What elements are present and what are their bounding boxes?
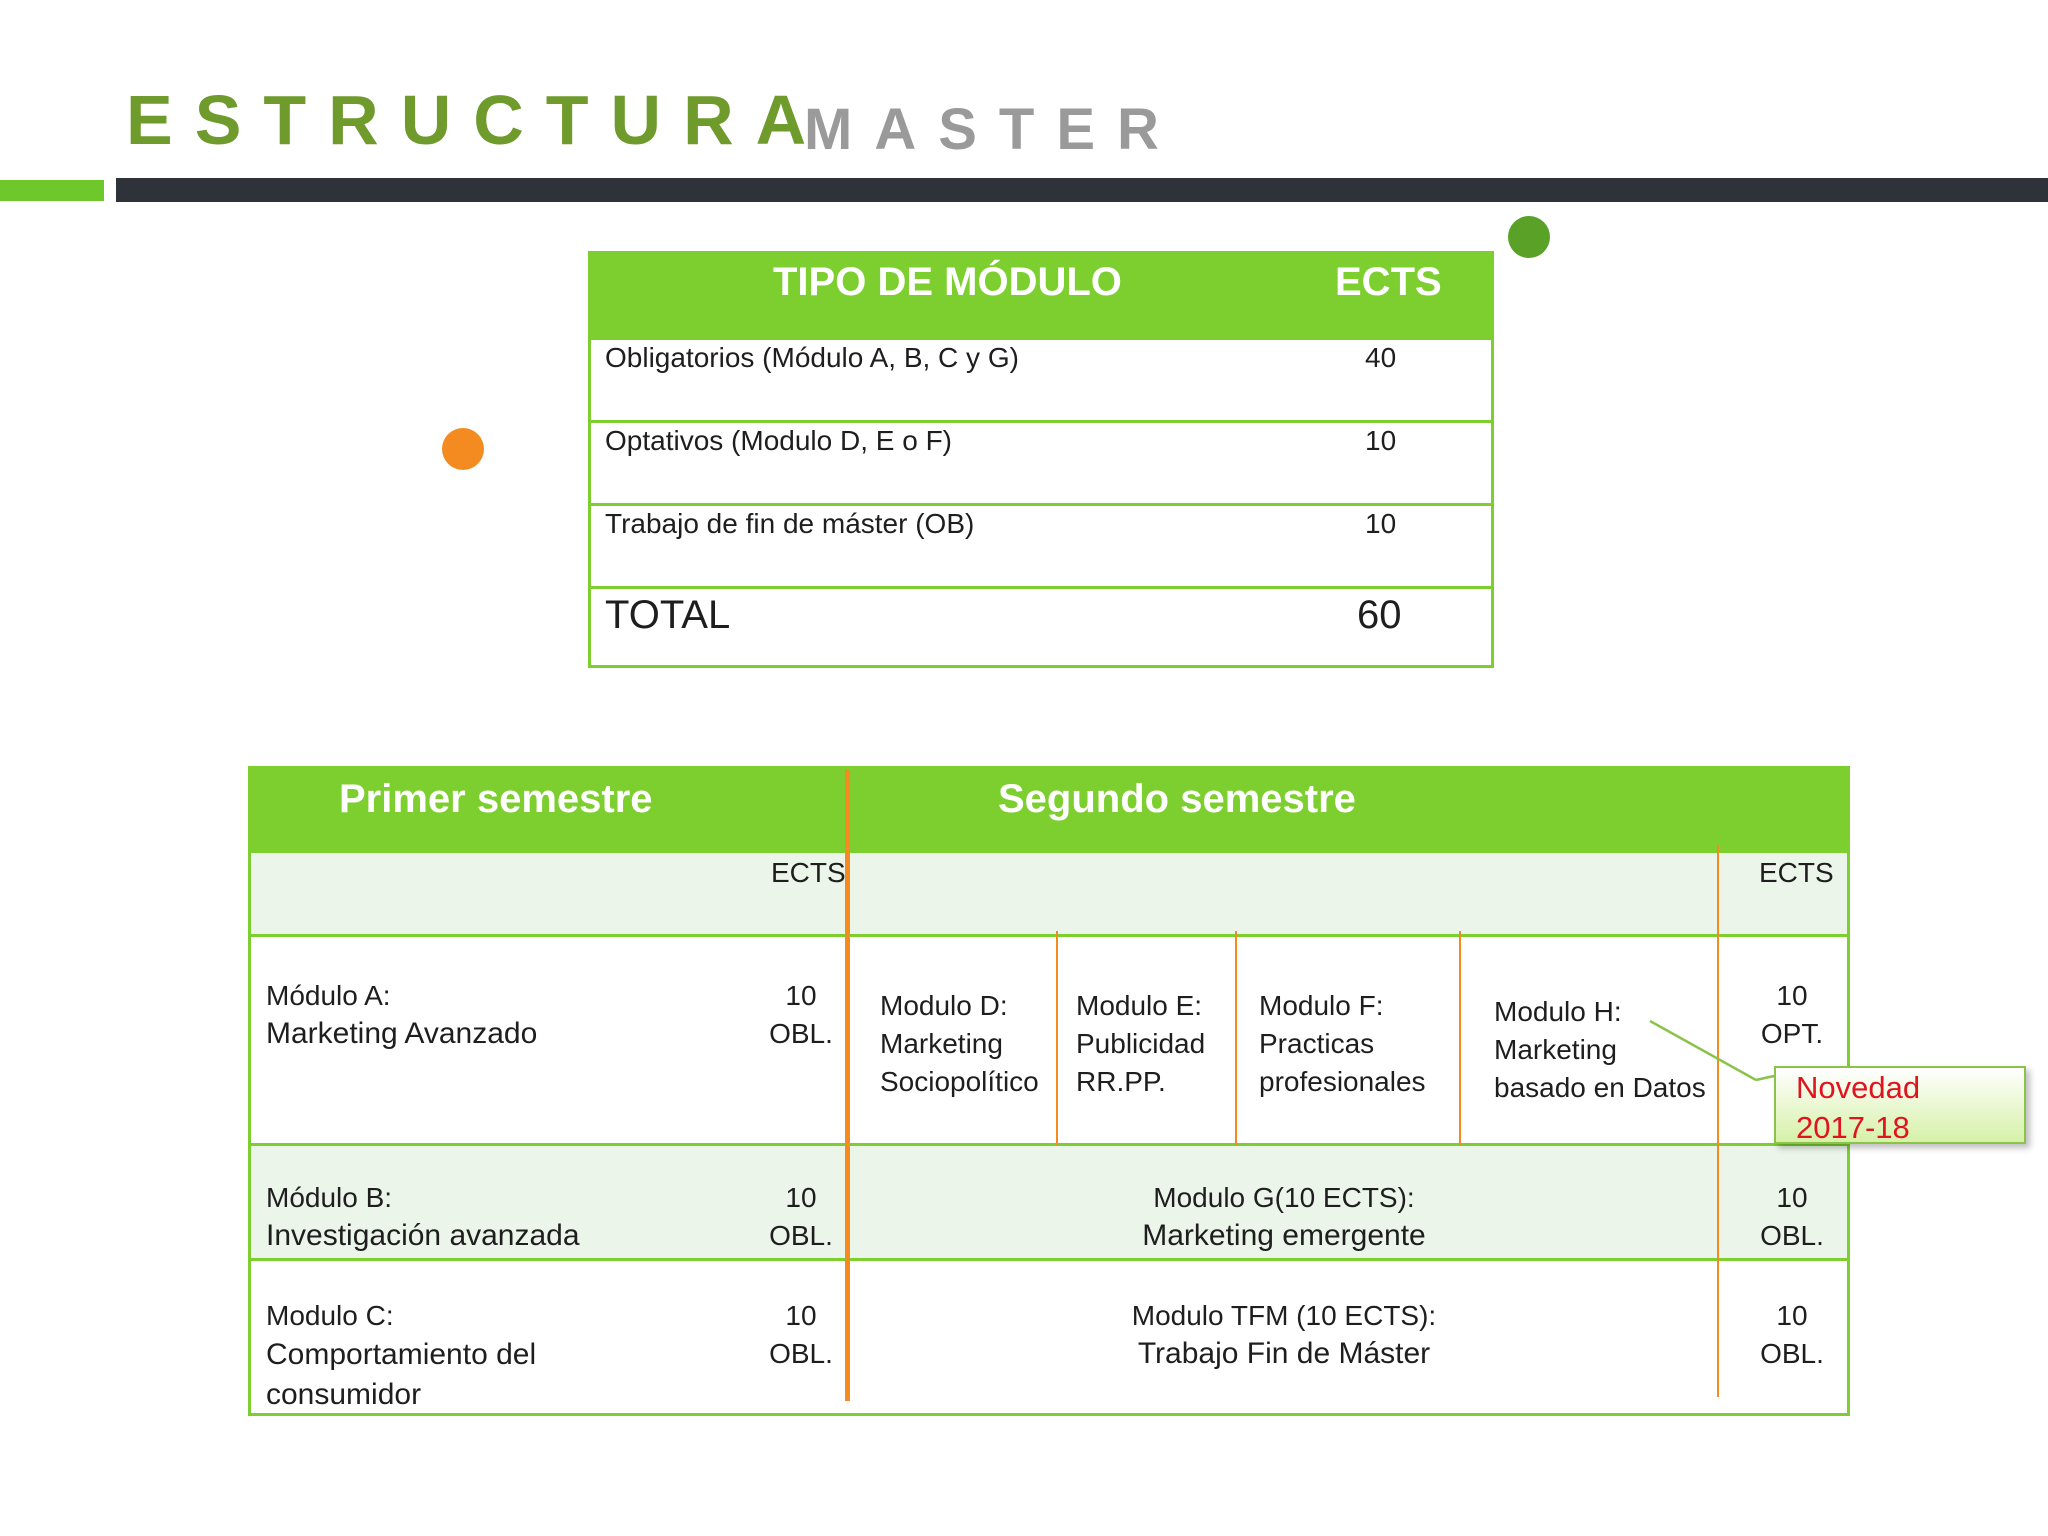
module-d-name: Marketing: [880, 1028, 1003, 1059]
module-e-code: Modulo E:: [1076, 990, 1203, 1021]
semester-divider: [845, 769, 850, 1401]
module-types-table: [588, 251, 1494, 668]
title-divider-bar: [116, 178, 2048, 202]
callout-line2: 2017-18: [1796, 1110, 1910, 1145]
header-first-semester: Primer semestre: [339, 777, 653, 821]
ects-column-divider: [1717, 845, 1719, 1397]
total-row: [591, 586, 1491, 669]
module-a-ects: 10: [785, 980, 817, 1011]
optional-type: OPT.: [1760, 1018, 1824, 1049]
module-f-name-cont: profesionales: [1259, 1066, 1426, 1097]
module-tfm-code: Modulo TFM (10 ECTS):: [1131, 1300, 1437, 1331]
header-second-semester: Segundo semestre: [998, 777, 1356, 821]
row-label: Obligatorios (Módulo A, B, C y G): [605, 342, 1019, 373]
module-h-code: Modulo H:: [1494, 996, 1622, 1027]
module-b-ects: 10: [785, 1182, 817, 1213]
ects-label-row: [251, 853, 1847, 934]
ects-label-first: ECTS: [771, 857, 846, 888]
module-g-name: Marketing emergente: [1142, 1219, 1426, 1252]
row-divider: [251, 1258, 1847, 1261]
optional-module-f: [1259, 987, 1426, 1101]
module-c-name-cont: consumidor: [266, 1378, 422, 1411]
module-c-name: Comportamiento del: [266, 1338, 537, 1371]
optional-ects: 10: [1776, 980, 1808, 1011]
row-label: Trabajo de fin de máster (OB): [605, 508, 975, 539]
table-row: [591, 503, 1491, 586]
module-e-name: Publicidad: [1076, 1028, 1206, 1059]
module-d-code: Modulo D:: [880, 990, 1008, 1021]
orange-dot-decoration: [442, 428, 484, 470]
page-title: ESTRUCTURA: [126, 81, 829, 159]
option-divider: [1235, 931, 1237, 1145]
module-a-name: Marketing Avanzado: [266, 1017, 538, 1050]
novedad-callout: [1774, 1066, 2026, 1144]
module-tfm-name: Trabajo Fin de Máster: [1137, 1337, 1431, 1370]
semesters-header: [251, 769, 1847, 853]
page-subtitle: MASTER: [804, 97, 1181, 162]
module-d-name-cont: Sociopolítico: [880, 1066, 1039, 1097]
module-b-type: OBL.: [769, 1220, 833, 1251]
module-e-name-cont: RR.PP.: [1076, 1066, 1166, 1097]
row-divider: [251, 934, 1847, 937]
row-divider: [251, 1143, 1847, 1146]
semesters-table: [248, 766, 1850, 1416]
module-h-name-cont: basado en Datos: [1494, 1072, 1706, 1103]
module-g-code: Modulo G(10 ECTS):: [1153, 1182, 1415, 1213]
module-g-type: OBL.: [1760, 1220, 1824, 1251]
option-divider: [1459, 931, 1461, 1145]
green-dot-decoration: [1508, 216, 1550, 258]
module-a-code: Módulo A:: [266, 980, 391, 1011]
row-ects: 10: [1365, 508, 1397, 539]
total-label: TOTAL: [605, 593, 731, 637]
optional-module-e: [1076, 987, 1205, 1101]
header-ects: ECTS: [1335, 260, 1442, 304]
module-b-code: Módulo B:: [266, 1182, 393, 1213]
row-ects: 10: [1365, 425, 1397, 456]
title-accent-bar: [0, 180, 104, 201]
module-f-code: Modulo F:: [1259, 990, 1384, 1021]
module-c-type: OBL.: [769, 1338, 833, 1369]
module-types-header: [591, 254, 1491, 337]
row-ects: 40: [1365, 342, 1397, 373]
total-ects: 60: [1357, 593, 1402, 637]
callout-connector-line: [1640, 1010, 1780, 1090]
module-tfm-ects: 10: [1776, 1300, 1808, 1331]
module-a-type: OBL.: [769, 1018, 833, 1049]
option-divider: [1056, 931, 1058, 1145]
table-row: [591, 337, 1491, 420]
table-row: [591, 420, 1491, 503]
module-c-code: Modulo C:: [266, 1300, 394, 1331]
module-c-ects: 10: [785, 1300, 817, 1331]
module-f-name: Practicas: [1259, 1028, 1375, 1059]
optional-module-d: [880, 987, 1039, 1101]
ects-label-second: ECTS: [1759, 857, 1834, 888]
row-label: Optativos (Modulo D, E o F): [605, 425, 953, 456]
module-g-ects: 10: [1776, 1182, 1808, 1213]
header-tipo-modulo: TIPO DE MÓDULO: [773, 260, 1122, 304]
module-h-name: Marketing: [1494, 1034, 1617, 1065]
callout-line1: Novedad: [1796, 1070, 1921, 1105]
module-tfm-type: OBL.: [1760, 1338, 1824, 1369]
module-b-name: Investigación avanzada: [266, 1219, 580, 1252]
